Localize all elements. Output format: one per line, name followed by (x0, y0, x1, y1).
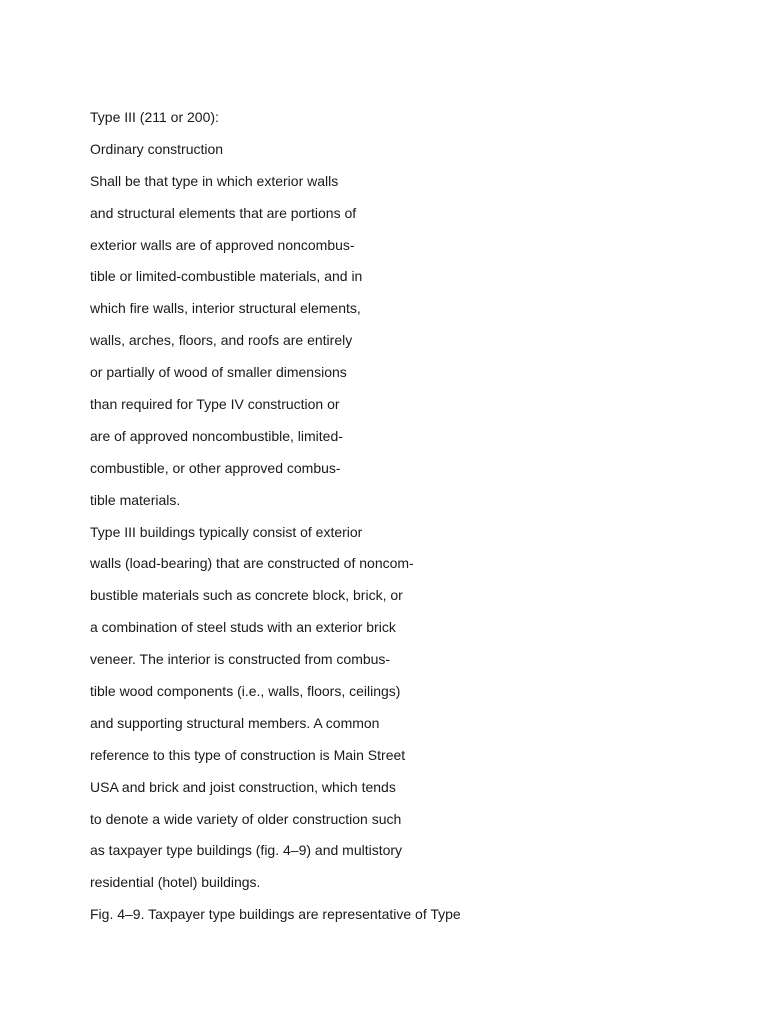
text-line: to denote a wide variety of older construction such (90, 810, 402, 827)
text-line: bustible materials such as concrete block, brick, or (90, 587, 403, 604)
text-line: tible or limited-combustible materials, and in (90, 268, 363, 285)
text-line: are of approved noncombustible, limited- (90, 427, 343, 444)
text-line: reference to this type of construction is Main Street (90, 746, 406, 763)
text-line: tible wood components (i.e., walls, floors, ceilings) (90, 683, 401, 700)
text-line: and supporting structural members. A common (90, 714, 380, 731)
text-line: than required for Type IV construction or (90, 396, 340, 413)
text-line: a combination of steel studs with an exterior brick (90, 619, 396, 636)
section-subheading: Ordinary construction (90, 140, 224, 157)
text-line: walls (load-bearing) that are constructed of noncom- (90, 555, 414, 572)
text-line: combustible, or other approved combus- (90, 459, 341, 476)
text-line: Type III buildings typically consist of exterior (90, 523, 363, 540)
text-line: which fire walls, interior structural elements, (90, 300, 361, 317)
text-line: veneer. The interior is constructed from combus- (90, 651, 391, 668)
text-line: walls, arches, floors, and roofs are entirely (90, 332, 353, 349)
text-line: USA and brick and joist construction, which tends (90, 778, 396, 795)
text-line: or partially of wood of smaller dimensions (90, 364, 347, 381)
text-line: Shall be that type in which exterior walls (90, 172, 339, 189)
text-line: tible materials. (90, 491, 181, 508)
text-line: exterior walls are of approved noncombus- (90, 236, 355, 253)
body-text (90, 104, 730, 933)
text-line: and structural elements that are portions of (90, 204, 357, 221)
figure-caption: Fig. 4–9. Taxpayer type buildings are representative of Type (90, 906, 461, 923)
text-line: as taxpayer type buildings (fig. 4–9) and multistory (90, 842, 403, 859)
text-line: residential (hotel) buildings. (90, 874, 261, 891)
section-heading: Type III (211 or 200): (90, 109, 219, 125)
